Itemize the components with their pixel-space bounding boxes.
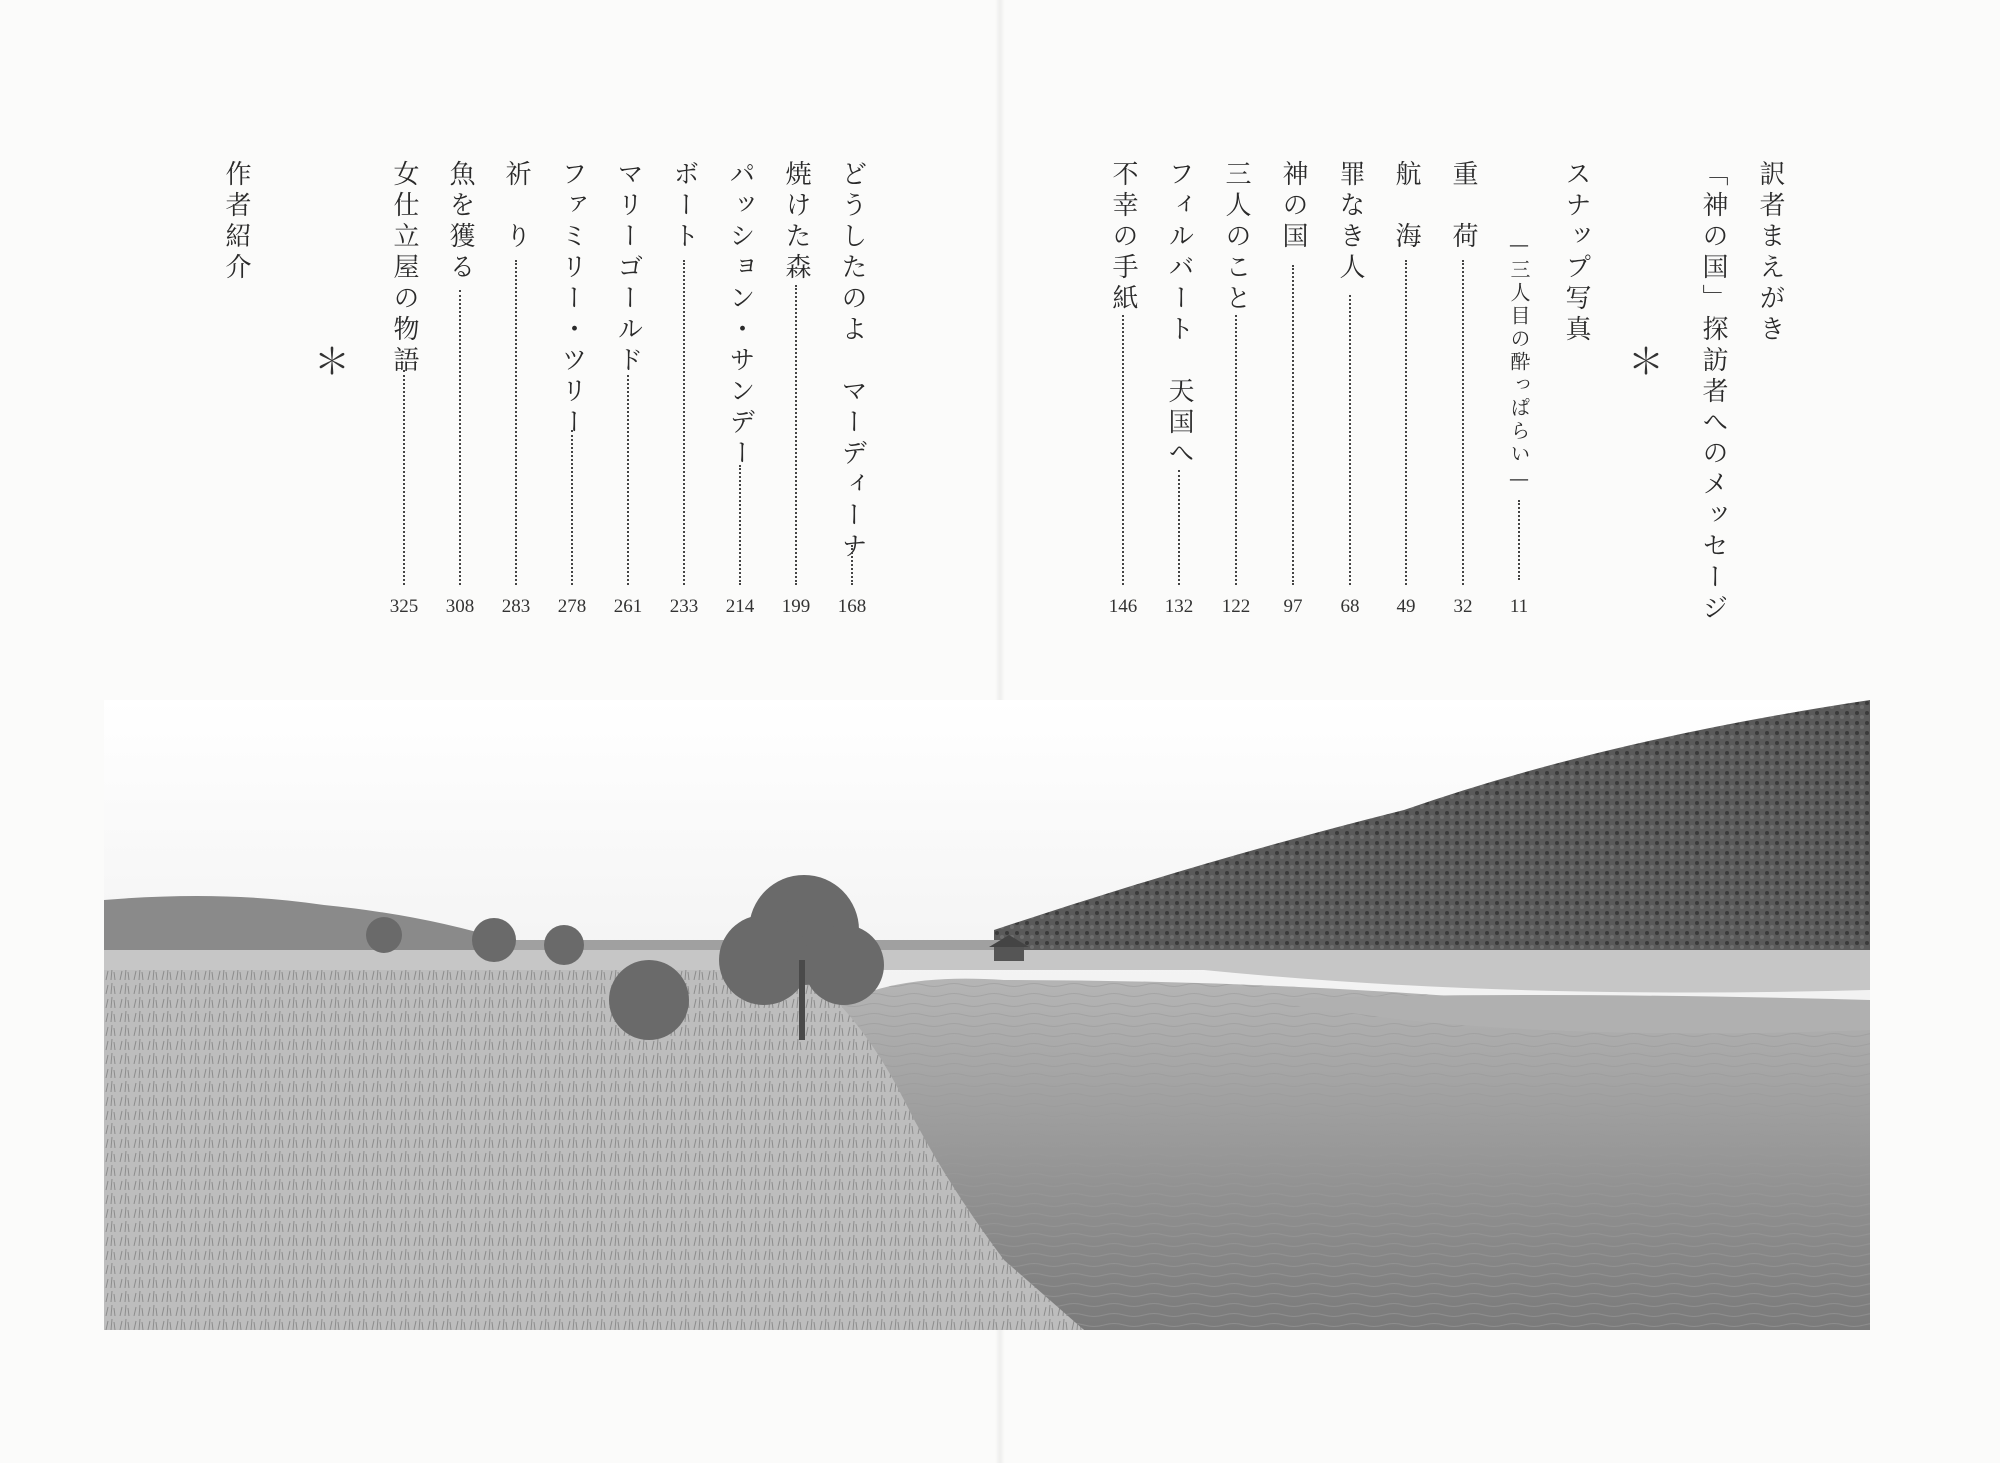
toc-page-number: 122 [1221,596,1251,617]
toc-page-number: 199 [781,596,811,617]
toc-entry-family-tree[interactable] [552,160,592,630]
toc-entry-filbert[interactable] [1159,160,1199,630]
toc-page-number: 49 [1396,596,1416,617]
toc-leader [403,370,405,585]
toc-leader [739,465,741,585]
toc-leader [1405,260,1407,585]
toc-entry-voyage[interactable] [1386,160,1426,630]
toc-entry-title: 「神の国」探訪者へのメッセージ [1698,160,1728,625]
toc-entry-seamstress[interactable] [384,160,424,630]
toc-page-number: 68 [1340,596,1360,617]
toc-entry-title: 不幸の手紙 [1108,160,1138,315]
toc-entry-title: 焼けた森 [781,160,811,284]
landscape-photo [104,700,1870,1330]
toc-entry-mardina[interactable] [832,160,872,630]
toc-entry-title: 訳者まえがき [1755,160,1785,346]
toc-entry-title: ファミリー・ツリー [557,160,587,439]
toc-page-number: 233 [669,596,699,617]
toc-page-number: 214 [725,596,755,617]
toc-entry-chain-letter[interactable] [1103,160,1143,630]
toc-leader [627,375,629,585]
toc-page-number: 132 [1164,596,1194,617]
toc-leader [1292,265,1294,585]
toc-leader [851,545,853,585]
toc-page-number: 32 [1453,596,1473,617]
toc-entry-title: パッション・サンデー [725,160,755,470]
toc-leader [1235,315,1237,585]
toc-entry-title: フィルバート 天国へ [1164,160,1194,470]
section-asterisk: ＊ [314,342,351,383]
toc-leader [683,260,685,585]
toc-page-number: 261 [613,596,643,617]
toc-leader [1122,315,1124,585]
toc-leader [459,290,461,585]
toc-leader [1349,295,1351,585]
toc-page-number: 278 [557,596,587,617]
toc-entry-snapshot[interactable] [1556,160,1596,630]
landscape-illustration [104,700,1870,1330]
toc-entry-marigold[interactable] [608,160,648,630]
toc-leader [795,285,797,585]
toc-entry-title: スナップ写真 [1561,160,1591,346]
toc-entry-title: マリーゴールド [613,160,643,377]
toc-leader [571,430,573,585]
toc-entry-title: ボート [669,160,699,253]
toc-entry-boat[interactable] [664,160,704,630]
toc-entry-innocent[interactable] [1330,160,1370,630]
toc-leader [1178,470,1180,585]
toc-entry-title: 罪なき人 [1335,160,1365,284]
toc-entry-title: 重 荷 [1448,160,1478,253]
toc-entry-translator-preface[interactable] [1750,160,1790,630]
toc-entry-title: どうしたのよ マーディーナ [837,160,867,563]
toc-entry-subtitle: —三人目の酔っぱらい— [1507,232,1531,493]
toc-entry-title: 女仕立屋の物語 [389,160,419,377]
toc-entry-burnt-forest[interactable] [776,160,816,630]
toc-page-number: 97 [1283,596,1303,617]
toc-entry-passion-sunday[interactable] [720,160,760,630]
toc-entry-message[interactable] [1693,160,1733,630]
toc-page-number: 146 [1108,596,1138,617]
toc-entry-burden[interactable] [1443,160,1483,630]
toc-page-number: 325 [389,596,419,617]
toc-entry-kingdom-of-god[interactable] [1273,160,1313,630]
toc-entry-title: 航 海 [1391,160,1421,253]
toc-entry-title: 祈 り [501,160,531,253]
toc-page-number: 283 [501,596,531,617]
toc-entry-title: 三人のこと [1221,160,1251,315]
toc-entry-three-people[interactable] [1216,160,1256,630]
toc-entry-title: 魚を獲る [445,160,475,284]
toc-page-number: 168 [837,596,867,617]
toc-entry-fishing[interactable] [440,160,480,630]
toc-leader [515,260,517,585]
toc-leader [1518,500,1520,580]
toc-entry-prayer[interactable] [496,160,536,630]
toc-entry-title: 神の国 [1278,160,1308,253]
toc-page-number: 308 [445,596,475,617]
section-asterisk: ＊ [1628,342,1665,383]
toc-page-number: 11 [1509,596,1529,617]
toc-entry-author-profile[interactable] [216,160,256,630]
toc-leader [1462,260,1464,585]
toc-entry-title: 作者紹介 [221,160,251,284]
